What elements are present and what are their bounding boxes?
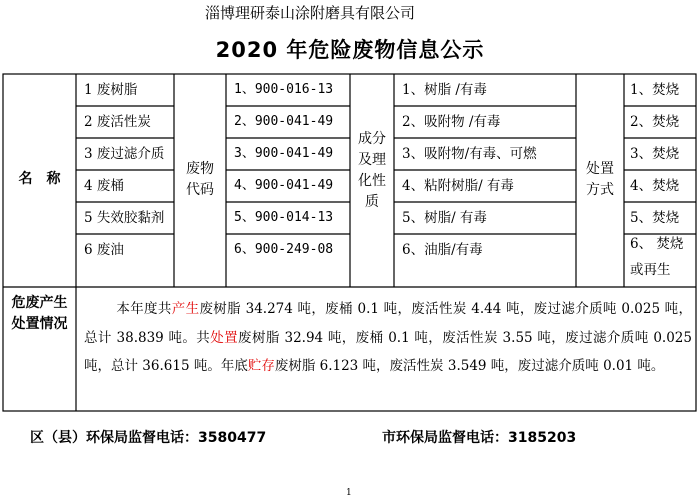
waste-name-2: 2 废活性炭 <box>84 114 151 130</box>
code-header: 废物 代码 <box>186 161 214 198</box>
disposal-method-3: 3、焚烧 <box>630 146 680 162</box>
waste-info-table <box>0 73 700 413</box>
disposal-method-2: 2、焚烧 <box>630 114 680 130</box>
situation-header: 危废产生 处置情况 <box>11 295 68 332</box>
waste-name-3: 3 废过滤介质 <box>84 146 165 162</box>
waste-property-3: 3、吸附物/有毒、可燃 <box>402 146 537 162</box>
name-header: 名 称 <box>18 171 61 187</box>
waste-property-6: 6、油脂/有毒 <box>402 242 483 258</box>
company-name: 淄博理研泰山涂附磨具有限公司 <box>204 4 415 22</box>
disposal-method-6: 6、 焚烧 <box>630 236 684 252</box>
page-title: 2020 年危险废物信息公示 <box>215 38 485 62</box>
property-header: 成分 及理 化性 质 <box>358 131 386 210</box>
city-hotline: 市环保局监督电话：3185203 <box>382 430 577 446</box>
waste-code-6: 6、900-249-08 <box>234 242 334 257</box>
waste-property-1: 1、树脂 /有毒 <box>402 82 487 98</box>
waste-code-4: 4、900-041-49 <box>234 178 334 193</box>
disposal-method-6-extra: 或再生 <box>630 262 671 278</box>
waste-name-5: 5 失效胶黏剂 <box>84 210 165 226</box>
waste-code-2: 2、900-041-49 <box>234 114 334 129</box>
waste-code-5: 5、900-014-13 <box>234 210 334 225</box>
waste-property-2: 2、吸附物 /有毒 <box>402 114 501 130</box>
waste-name-1: 1 废树脂 <box>84 82 138 98</box>
page-number: 1 <box>346 488 352 498</box>
waste-code-3: 3、900-041-49 <box>234 146 334 161</box>
disposal-method-5: 5、焚烧 <box>630 210 680 226</box>
waste-name-6: 6 废油 <box>84 242 124 258</box>
waste-name-4: 4 废桶 <box>84 178 124 194</box>
waste-property-4: 4、粘附树脂/ 有毒 <box>402 178 514 194</box>
district-hotline: 区（县）环保局监督电话：3580477 <box>30 430 267 446</box>
produced-highlight: 产生 <box>171 301 200 317</box>
disposal-method-4: 4、焚烧 <box>630 178 680 194</box>
disposal-header: 处置 方式 <box>586 161 614 198</box>
stored-highlight: 贮存 <box>247 358 275 374</box>
waste-property-5: 5、树脂/ 有毒 <box>402 210 487 226</box>
situation-paragraph: 本年度共产生废树脂 34.274 吨，废桶 0.1 吨，废活性炭 4.44 吨，废过滤介质吨 0.025 吨，总计 38.839 吨。共处置废树脂 32.94 吨，废桶 0.1 吨，废活性炭 3.55 吨，废过滤介质吨 0.025 吨，总计 36.615 吨。年底贮存废树脂 6.123 吨，废活性炭 3.549 吨，废过滤介质吨 0.01 吨。 <box>84 301 693 374</box>
disposed-highlight: 处置 <box>210 329 239 346</box>
disposal-method-1: 1、焚烧 <box>630 82 680 98</box>
waste-code-1: 1、900-016-13 <box>234 82 334 97</box>
